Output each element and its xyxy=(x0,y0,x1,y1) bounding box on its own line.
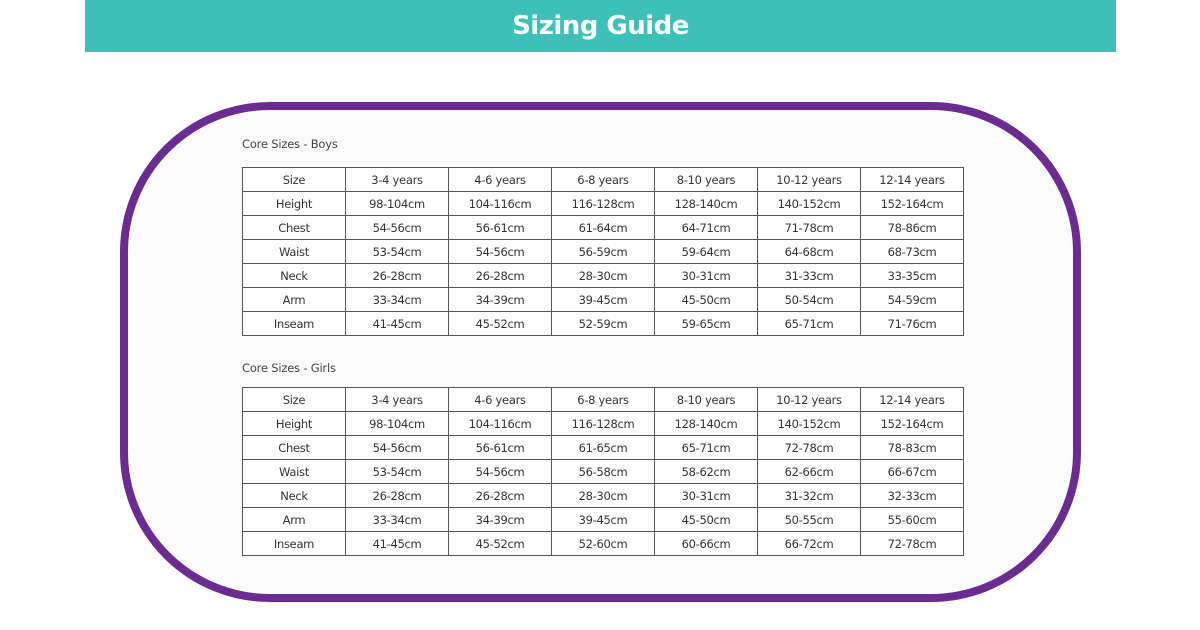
table-cell: 32-33cm xyxy=(861,484,964,508)
table-row-label: Height xyxy=(243,192,346,216)
table-row-label: Arm xyxy=(243,288,346,312)
table-row-label: Arm xyxy=(243,508,346,532)
table-cell: 55-60cm xyxy=(861,508,964,532)
table-cell: 66-67cm xyxy=(861,460,964,484)
table-cell: 45-50cm xyxy=(655,508,758,532)
table-cell: 116-128cm xyxy=(552,192,655,216)
table-cell: 71-78cm xyxy=(758,216,861,240)
table-cell: 64-71cm xyxy=(655,216,758,240)
table-row-label: Chest xyxy=(243,216,346,240)
table-cell: 4-6 years xyxy=(449,168,552,192)
table-cell: 31-32cm xyxy=(758,484,861,508)
table-cell: 56-61cm xyxy=(449,436,552,460)
table-cell: 116-128cm xyxy=(552,412,655,436)
table-cell: 53-54cm xyxy=(346,240,449,264)
table-cell: 4-6 years xyxy=(449,388,552,412)
girls-section-label: Core Sizes - Girls xyxy=(242,361,336,375)
table-cell: 53-54cm xyxy=(346,460,449,484)
table-cell: 26-28cm xyxy=(449,484,552,508)
table-row-label: Neck xyxy=(243,484,346,508)
table-cell: 28-30cm xyxy=(552,484,655,508)
table-cell: 10-12 years xyxy=(758,388,861,412)
table-cell: 72-78cm xyxy=(758,436,861,460)
table-cell: 64-68cm xyxy=(758,240,861,264)
table-row-label: Height xyxy=(243,412,346,436)
table-cell: 28-30cm xyxy=(552,264,655,288)
table-cell: 54-56cm xyxy=(449,460,552,484)
table-cell: 34-39cm xyxy=(449,288,552,312)
table-cell: 61-65cm xyxy=(552,436,655,460)
table-cell: 8-10 years xyxy=(655,168,758,192)
table-cell: 54-59cm xyxy=(861,288,964,312)
table-cell: 78-83cm xyxy=(861,436,964,460)
table-row-label: Size xyxy=(243,388,346,412)
table-cell: 6-8 years xyxy=(552,168,655,192)
table-cell: 26-28cm xyxy=(346,264,449,288)
table-cell: 54-56cm xyxy=(449,240,552,264)
table-cell: 60-66cm xyxy=(655,532,758,556)
table-cell: 128-140cm xyxy=(655,412,758,436)
table-cell: 61-64cm xyxy=(552,216,655,240)
table-row xyxy=(243,216,964,240)
table-cell: 3-4 years xyxy=(346,168,449,192)
table-cell: 54-56cm xyxy=(346,216,449,240)
table-row-label: Chest xyxy=(243,436,346,460)
table-cell: 33-35cm xyxy=(861,264,964,288)
table-cell: 34-39cm xyxy=(449,508,552,532)
table-row xyxy=(243,484,964,508)
girls-size-table xyxy=(242,387,964,556)
table-cell: 8-10 years xyxy=(655,388,758,412)
table-cell: 31-33cm xyxy=(758,264,861,288)
table-cell: 104-116cm xyxy=(449,192,552,216)
table-cell: 33-34cm xyxy=(346,288,449,312)
table-cell: 78-86cm xyxy=(861,216,964,240)
table-cell: 52-60cm xyxy=(552,532,655,556)
table-row-label: Inseam xyxy=(243,532,346,556)
table-row xyxy=(243,508,964,532)
table-cell: 140-152cm xyxy=(758,192,861,216)
table-row-label: Waist xyxy=(243,240,346,264)
table-row xyxy=(243,460,964,484)
table-cell: 12-14 years xyxy=(861,388,964,412)
table-cell: 45-52cm xyxy=(449,312,552,336)
table-cell: 56-58cm xyxy=(552,460,655,484)
table-row xyxy=(243,532,964,556)
table-cell: 152-164cm xyxy=(861,412,964,436)
table-cell: 41-45cm xyxy=(346,312,449,336)
table-row xyxy=(243,240,964,264)
table-row-label: Neck xyxy=(243,264,346,288)
table-cell: 41-45cm xyxy=(346,532,449,556)
table-cell: 3-4 years xyxy=(346,388,449,412)
table-row xyxy=(243,288,964,312)
table-cell: 50-55cm xyxy=(758,508,861,532)
table-cell: 62-66cm xyxy=(758,460,861,484)
table-cell: 56-59cm xyxy=(552,240,655,264)
table-cell: 58-62cm xyxy=(655,460,758,484)
table-cell: 56-61cm xyxy=(449,216,552,240)
table-cell: 104-116cm xyxy=(449,412,552,436)
table-cell: 10-12 years xyxy=(758,168,861,192)
table-cell: 128-140cm xyxy=(655,192,758,216)
table-cell: 65-71cm xyxy=(758,312,861,336)
table-cell: 66-72cm xyxy=(758,532,861,556)
table-row-label: Inseam xyxy=(243,312,346,336)
table-cell: 54-56cm xyxy=(346,436,449,460)
table-cell: 45-52cm xyxy=(449,532,552,556)
table-cell: 52-59cm xyxy=(552,312,655,336)
table-cell: 12-14 years xyxy=(861,168,964,192)
table-cell: 98-104cm xyxy=(346,412,449,436)
table-cell: 26-28cm xyxy=(449,264,552,288)
boys-section-label: Core Sizes - Boys xyxy=(242,137,338,151)
table-cell: 45-50cm xyxy=(655,288,758,312)
table-cell: 33-34cm xyxy=(346,508,449,532)
table-cell: 39-45cm xyxy=(552,288,655,312)
table-cell: 30-31cm xyxy=(655,264,758,288)
table-cell: 50-54cm xyxy=(758,288,861,312)
boys-size-table xyxy=(242,167,964,336)
table-cell: 152-164cm xyxy=(861,192,964,216)
table-row xyxy=(243,436,964,460)
table-row xyxy=(243,264,964,288)
table-cell: 59-64cm xyxy=(655,240,758,264)
table-header-row xyxy=(243,168,964,192)
table-row xyxy=(243,192,964,216)
table-header-row xyxy=(243,388,964,412)
table-row xyxy=(243,412,964,436)
table-cell: 30-31cm xyxy=(655,484,758,508)
table-row-label: Size xyxy=(243,168,346,192)
table-cell: 59-65cm xyxy=(655,312,758,336)
table-cell: 71-76cm xyxy=(861,312,964,336)
table-cell: 98-104cm xyxy=(346,192,449,216)
page-title: Sizing Guide xyxy=(512,11,689,41)
table-cell: 140-152cm xyxy=(758,412,861,436)
table-row xyxy=(243,312,964,336)
table-row-label: Waist xyxy=(243,460,346,484)
table-cell: 68-73cm xyxy=(861,240,964,264)
table-cell: 26-28cm xyxy=(346,484,449,508)
table-cell: 39-45cm xyxy=(552,508,655,532)
table-cell: 65-71cm xyxy=(655,436,758,460)
header-bar xyxy=(85,0,1116,52)
table-cell: 6-8 years xyxy=(552,388,655,412)
table-cell: 72-78cm xyxy=(861,532,964,556)
